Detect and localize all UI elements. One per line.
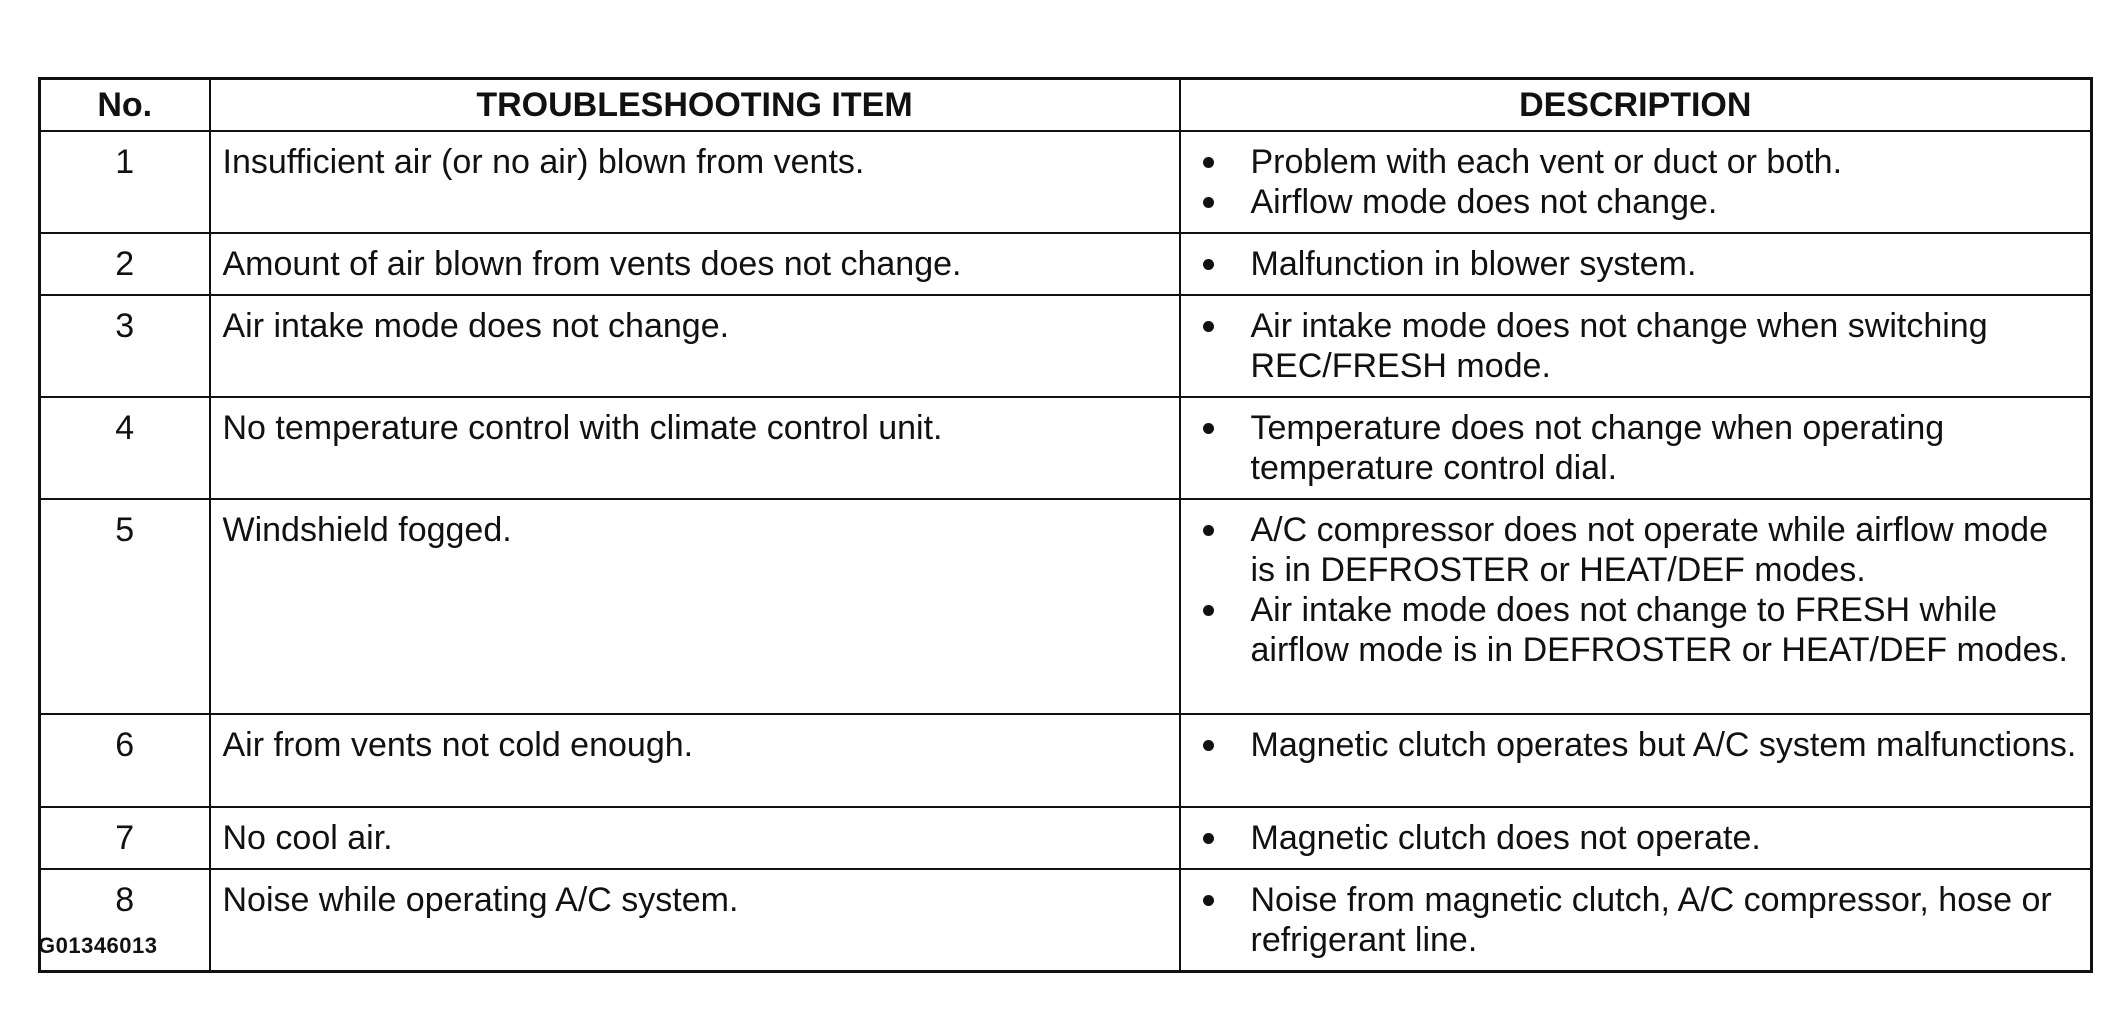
description-cell xyxy=(1180,295,2092,397)
row-number: 8 xyxy=(40,869,210,972)
header-troubleshooting-item: TROUBLESHOOTING ITEM xyxy=(210,79,1180,132)
header-description: DESCRIPTION xyxy=(1180,79,2092,132)
header-row xyxy=(40,79,2092,132)
table-row xyxy=(40,397,2092,499)
description-cell xyxy=(1180,499,2092,714)
row-number: 2 xyxy=(40,233,210,295)
description-text: Malfunction in blower system. xyxy=(1250,245,1697,283)
description-cell xyxy=(1180,233,2092,295)
description-cell xyxy=(1180,869,2092,972)
bullet-icon xyxy=(1203,321,1214,332)
description-bullet xyxy=(1181,306,2081,386)
table-row xyxy=(40,869,2092,972)
description-text: A/C compressor does not operate while airflow mode is in DEFROSTER or HEAT/DEF modes. xyxy=(1250,511,2048,589)
header-no: No. xyxy=(40,79,210,132)
description-bullet xyxy=(1181,818,2081,858)
description-text: Temperature does not change when operating temperature control dial. xyxy=(1250,409,1945,487)
row-number: 4 xyxy=(40,397,210,499)
troubleshooting-item: Windshield fogged. xyxy=(210,499,1180,714)
troubleshooting-item: Air from vents not cold enough. xyxy=(210,714,1180,807)
bullet-icon xyxy=(1203,157,1214,168)
troubleshooting-item: Amount of air blown from vents does not change. xyxy=(210,233,1180,295)
description-text: Noise from magnetic clutch, A/C compressor, hose or refrigerant line. xyxy=(1250,881,2052,959)
bullet-icon xyxy=(1203,423,1214,434)
row-number: 6 xyxy=(40,714,210,807)
description-text: Airflow mode does not change. xyxy=(1250,183,1718,221)
description-text: Problem with each vent or duct or both. xyxy=(1250,143,1843,181)
description-cell xyxy=(1180,397,2092,499)
bullet-icon xyxy=(1203,895,1214,906)
row-number: 5 xyxy=(40,499,210,714)
description-bullet xyxy=(1181,590,2081,670)
description-cell xyxy=(1180,807,2092,869)
bullet-icon xyxy=(1203,833,1214,844)
description-text: Magnetic clutch does not operate. xyxy=(1250,819,1761,857)
bullet-icon xyxy=(1203,525,1214,536)
description-bullet xyxy=(1181,725,2081,765)
bullet-icon xyxy=(1203,740,1214,751)
bullet-icon xyxy=(1203,259,1214,270)
description-text: Magnetic clutch operates but A/C system malfunctions. xyxy=(1250,726,2077,764)
bullet-icon xyxy=(1203,197,1214,208)
bullet-icon xyxy=(1203,605,1214,616)
row-number: 3 xyxy=(40,295,210,397)
description-bullet xyxy=(1181,510,2081,590)
troubleshooting-table xyxy=(38,77,2093,973)
description-bullet xyxy=(1181,244,2081,284)
troubleshooting-item: No cool air. xyxy=(210,807,1180,869)
troubleshooting-item: Air intake mode does not change. xyxy=(210,295,1180,397)
description-text: Air intake mode does not change when switching REC/FRESH mode. xyxy=(1250,307,1988,385)
troubleshooting-item: Noise while operating A/C system. xyxy=(210,869,1180,972)
row-number: 1 xyxy=(40,131,210,233)
troubleshooting-item: No temperature control with climate control unit. xyxy=(210,397,1180,499)
description-cell xyxy=(1180,131,2092,233)
description-bullet xyxy=(1181,880,2081,960)
table-row xyxy=(40,131,2092,233)
table-row xyxy=(40,807,2092,869)
table-row xyxy=(40,295,2092,397)
description-bullet xyxy=(1181,182,2081,222)
row-number: 7 xyxy=(40,807,210,869)
description-bullet xyxy=(1181,142,2081,182)
table-row xyxy=(40,499,2092,714)
table-row xyxy=(40,714,2092,807)
description-cell xyxy=(1180,714,2092,807)
description-text: Air intake mode does not change to FRESH while airflow mode is in DEFROSTER or HEAT/DEF modes. xyxy=(1250,591,2068,669)
figure-code: G01346013 xyxy=(38,933,158,958)
table-row xyxy=(40,233,2092,295)
troubleshooting-item: Insufficient air (or no air) blown from vents. xyxy=(210,131,1180,233)
description-bullet xyxy=(1181,408,2081,488)
